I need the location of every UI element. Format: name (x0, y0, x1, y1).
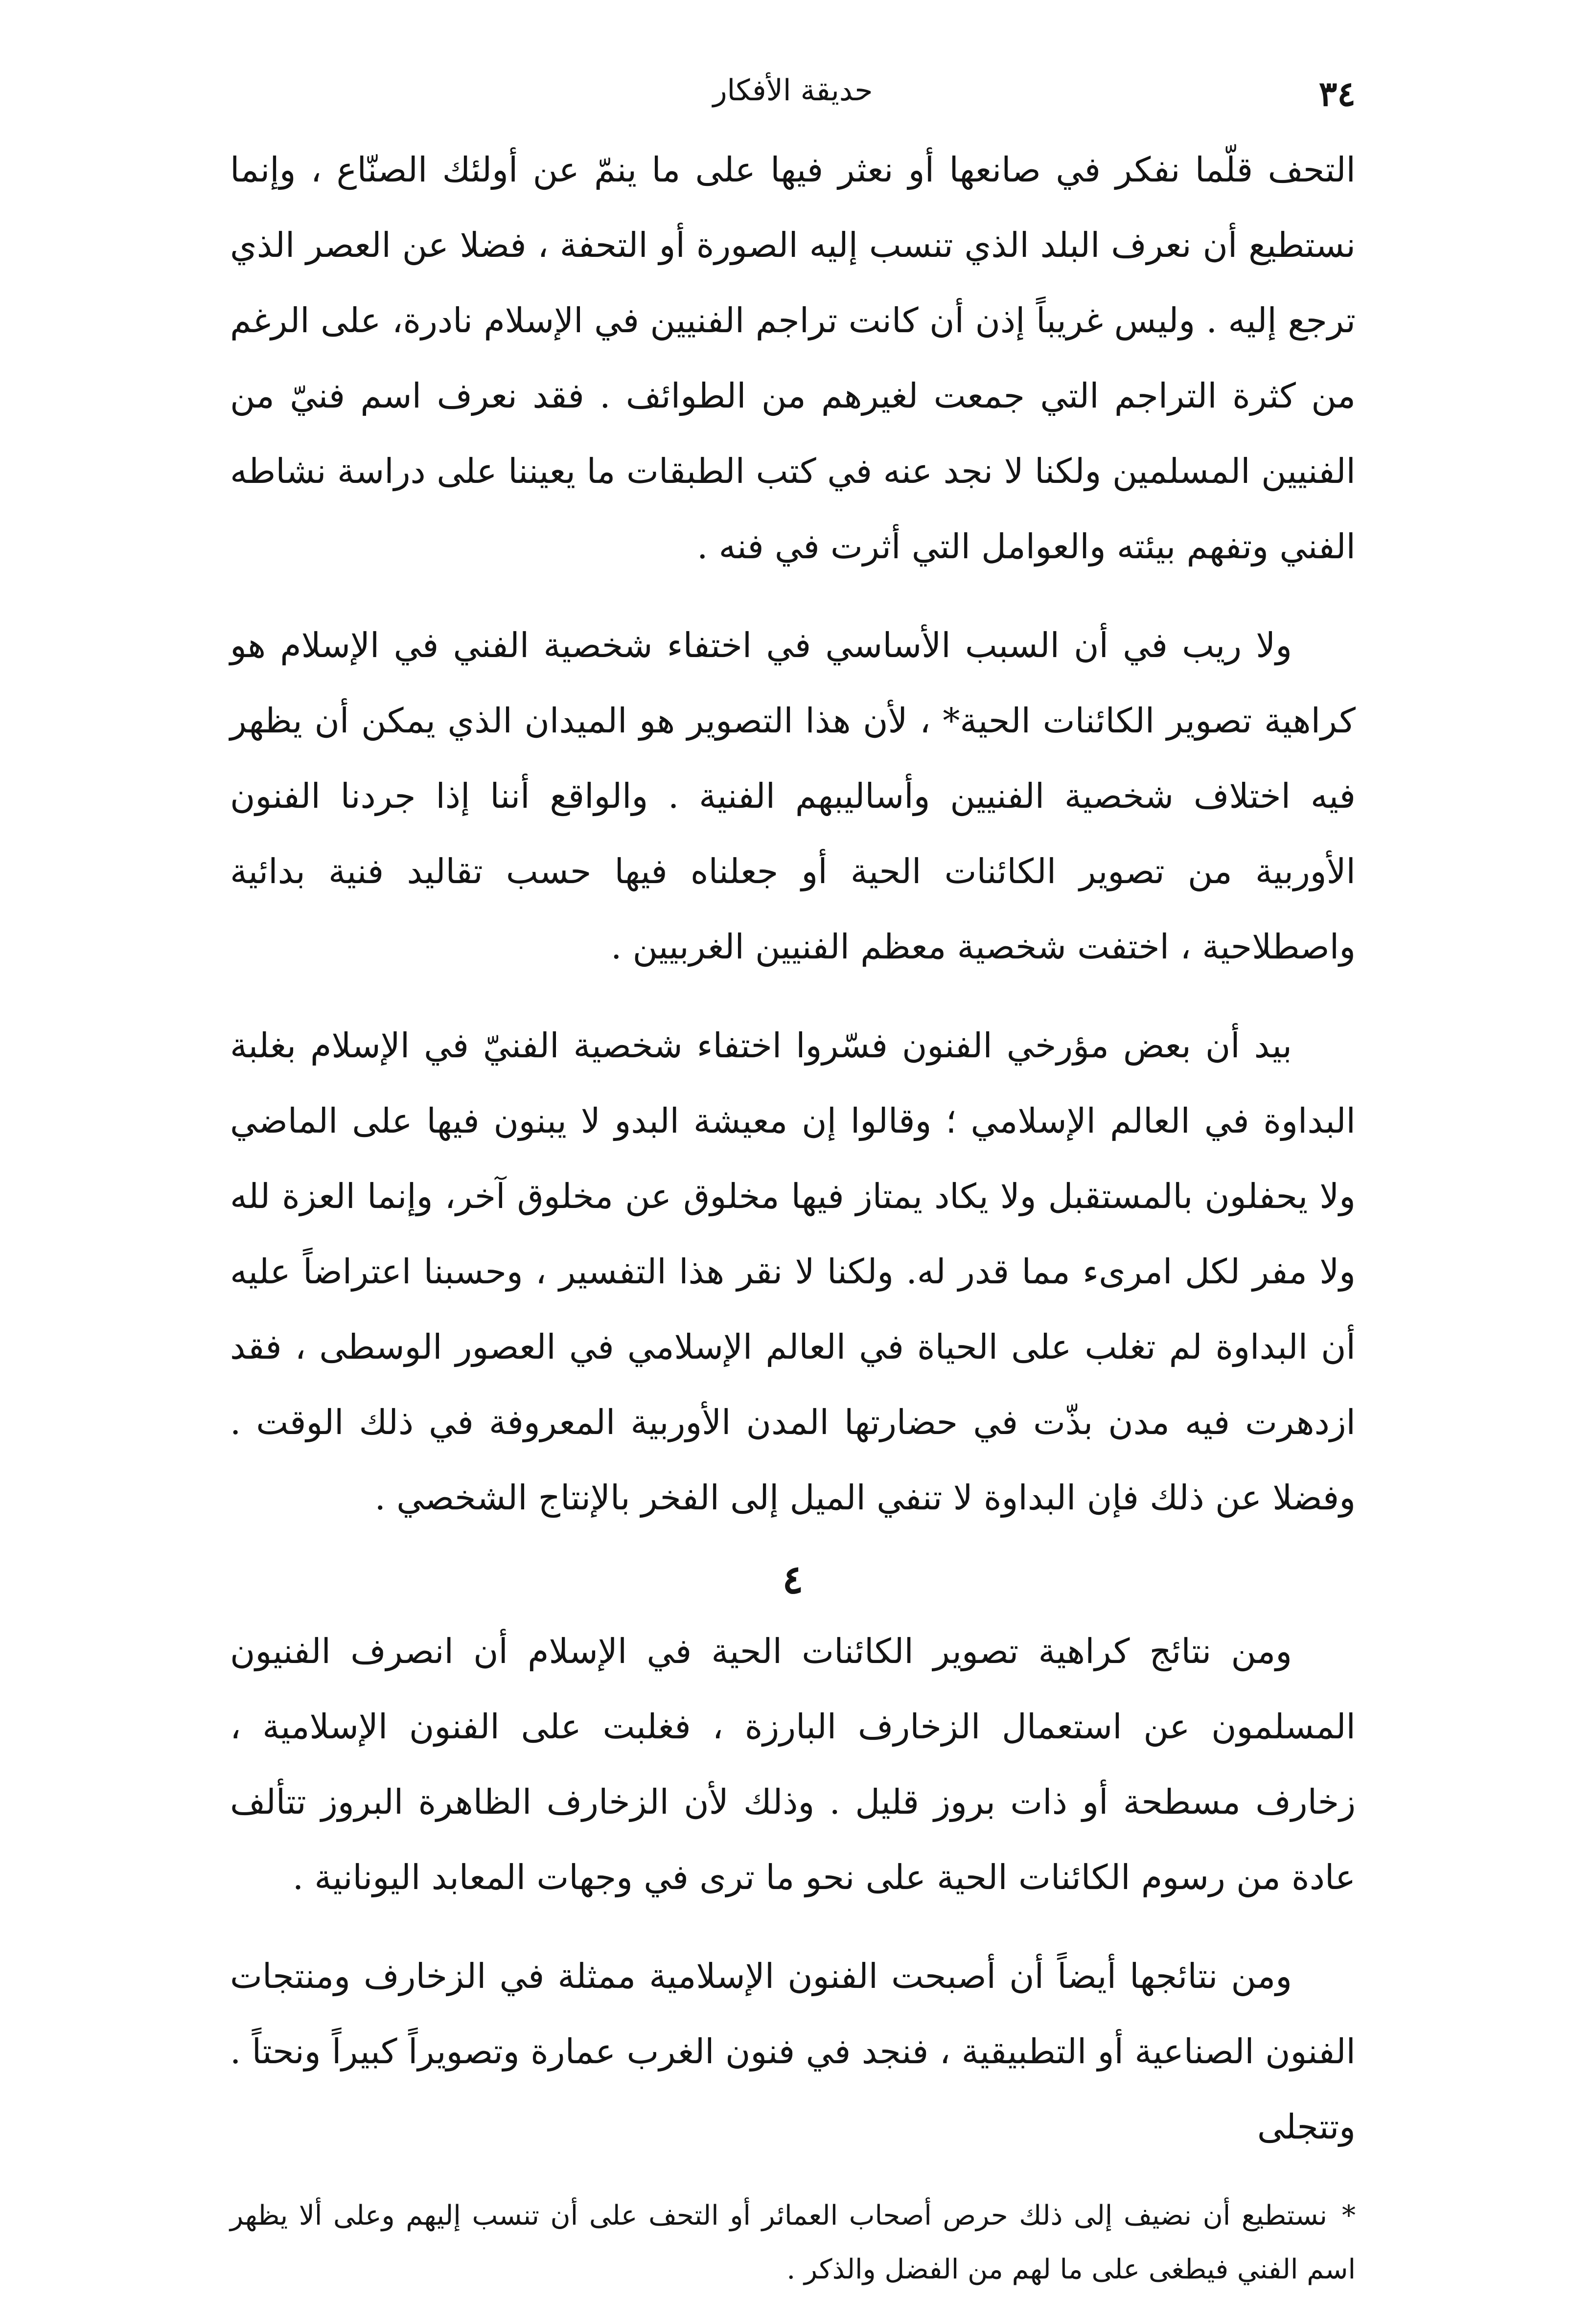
running-head (230, 64, 1356, 132)
paragraph-gap (230, 584, 1356, 608)
footnote (230, 2189, 1356, 2297)
footnote-text: نستطيع أن نضيف إلى ذلك حرص أصحاب العمائر أو التحف على أن تنسب إليهم وعلى ألا يظهر اسم الفني فيطغى على ما لهم من الفضل والذكر . (230, 2200, 1356, 2285)
footnote-marker: * (1342, 2200, 1356, 2232)
paragraph-4: ومن نتائج كراهية تصوير الكائنات الحية في الإسلام أن انصرف الفنيون المسلمون عن استعمال الزخارف البارزة ، فغلبت على الفنون الإسلامية ، زخارف مسطحة أو ذات بروز قليل . وذلك لأن الزخارف الظاهرة البروز تتألف عادة من رسوم الكائنات الحية على نحو ما ترى في وجهات المعابد اليونانية . (230, 1631, 1356, 1897)
paragraph-1: التحف قلّما نفكر في صانعها أو نعثر فيها على ما ينمّ عن أولئك الصنّاع ، وإنما نستطيع أن نعرف البلد الذي تنسب إليه الصورة أو التحفة ، فضلا عن العصر الذي ترجع إليه . وليس غريباً إذن أن كانت تراجم الفنيين في الإسلام نادرة، على الرغم من كثرة التراجم التي جمعت لغيرهم من الطوائف . فقد نعرف اسم فنيّ من الفنيين المسلمين ولكنا لا نجد عنه في كتب الطبقات ما يعيننا على دراسة نشاطه الفني وتفهم بيئته والعوامل التي أثرت في فنه . (230, 150, 1356, 567)
paragraph-3: بيد أن بعض مؤرخي الفنون فسّروا اختفاء شخصية الفنيّ في الإسلام بغلبة البداوة في العالم الإسلامي ؛ وقالوا إن معيشة البدو لا يبنون فيها على الماضي ولا يحفلون بالمستقبل ولا يكاد يمتاز فيها مخلوق عن مخلوق آخر، وإنما العزة لله ولا مفر لكل امرىء مما قدر له. ولكنا لا نقر هذا التفسير ، وحسبنا اعتراضاً عليه أن البداوة لم تغلب على الحياة في العالم الإسلامي في العصور الوسطى ، فقد ازدهرت فيه مدن بذّت في حضارتها المدن الأوربية المعروفة في ذلك الوقت . وفضلا عن ذلك فإن البداوة لا تنفي الميل إلى الفخر بالإنتاج الشخصي . (230, 1025, 1356, 1518)
paragraph-5: ومن نتائجها أيضاً أن أصبحت الفنون الإسلامية ممثلة في الزخارف ومنتجات الفنون الصناعية أو التطبيقية ، فنجد في فنون الغرب عمارة وتصويراً كبيراً ونحتاً . وتتجلى (230, 1956, 1356, 2147)
paragraph-2: ولا ريب في أن السبب الأساسي في اختفاء شخصية الفني في الإسلام هو كراهية تصوير الكائنات الحية* ، لأن هذا التصوير هو الميدان الذي يمكن أن يظهر فيه اختلاف شخصية الفنيين وأساليبهم الفنية . والواقع أننا إذا جردنا الفنون الأوربية من تصوير الكائنات الحية أو جعلناه فيها حسب تقاليد فنية بدائية واصطلاحية ، اختفت شخصية معظم الفنيين الغربيين . (230, 625, 1356, 967)
section-number: ٤ (782, 1556, 804, 1602)
book-title: حديقة الأفكار (713, 73, 873, 108)
paragraph-gap (230, 984, 1356, 1008)
paragraph-gap (230, 1915, 1356, 1938)
book-page (230, 64, 1356, 2324)
page-number: ٣٤ (1318, 73, 1356, 114)
